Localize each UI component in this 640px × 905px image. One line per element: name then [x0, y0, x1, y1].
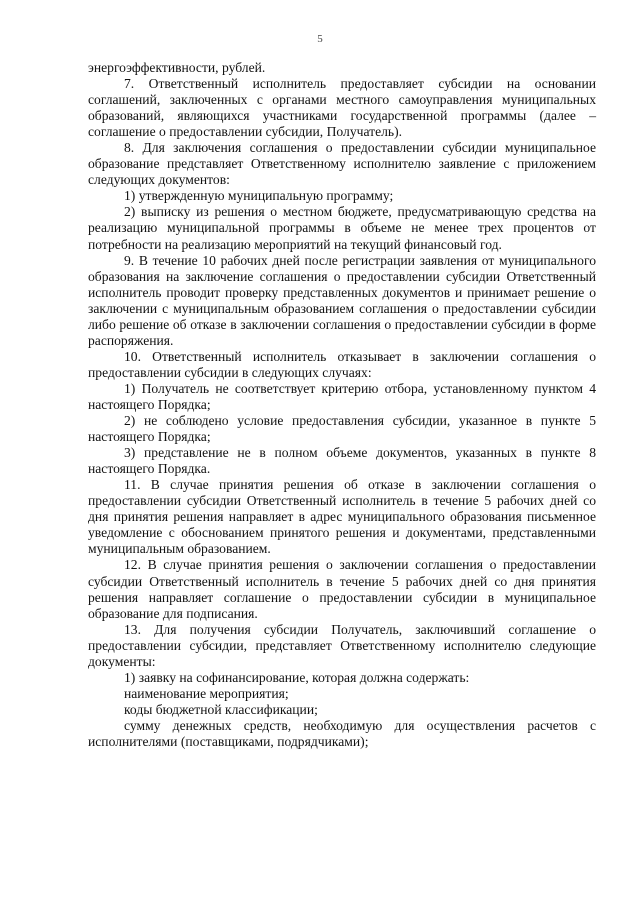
paragraph: сумму денежных средств, необходимую для осуществления расчетов с исполнителями (поставщиками, подрядчиками); [88, 717, 596, 749]
paragraph: 1) заявку на софинансирование, которая должна содержать: [124, 669, 470, 685]
paragraph: 8. Для заключения соглашения о предоставлении субсидии муниципальное образование представляет Ответственному исполнителю заявление с приложением следующих документов: [88, 140, 596, 188]
paragraph: 12. В случае принятия решения о заключении соглашения о предоставлении субсидии Ответственный исполнитель в течение 5 рабочих дней со дня принятия решения направляет соглашение о предоставлении субсидии в муниципальное образование для подписания. [88, 557, 596, 621]
paragraph: коды бюджетной классификации; [124, 701, 318, 717]
paragraph: 2) не соблюдено условие предоставления субсидии, указанное в пункте 5 настоящего Порядка; [88, 413, 596, 445]
paragraph: наименование мероприятия; [124, 685, 289, 701]
paragraph: 1) утвержденную муниципальную программу; [124, 188, 394, 204]
paragraph: 11. В случае принятия решения об отказе в заключении соглашения о предоставлении субсидии Ответственный исполнитель в течение 5 рабочих дней со дня принятия решения направляет в адрес муниципального образования письменное уведомление с обоснованием принятого решения и документами, представленными муниципальным образованием. [88, 477, 596, 557]
document-body [88, 60, 596, 750]
paragraph: энергоэффективности, рублей. [88, 60, 266, 75]
paragraph: 10. Ответственный исполнитель отказывает в заключении соглашения о предоставлении субсидии в следующих случаях: [88, 348, 596, 380]
paragraph: 3) представление не в полном объеме документов, указанных в пункте 8 настоящего Порядка. [88, 445, 596, 477]
paragraph: 2) выписку из решения о местном бюджете, предусматривающую средства на реализацию муниципальной программы в объеме не менее трех процентов от потребности на реализацию мероприятий на текущий финансовый год. [88, 204, 596, 252]
paragraph: 13. Для получения субсидии Получатель, заключивший соглашение о предоставлении субсидии, представляет Ответственному исполнителю следующие документы: [88, 621, 596, 669]
paragraph: 9. В течение 10 рабочих дней после регистрации заявления от муниципального образования на заключение соглашения о предоставлении субсидии Ответственный исполнитель проводит проверку представленных документов и принимает решение о заключении с муниципальным образованием соглашения о предоставлении субсидии либо решение об отказе в заключении соглашения о предоставлении субсидии в форме распоряжения. [88, 252, 596, 348]
page-number: 5 [317, 33, 323, 45]
paragraph: 1) Получатель не соответствует критерию отбора, установленному пунктом 4 настоящего Порядка; [88, 380, 596, 412]
paragraph: 7. Ответственный исполнитель предоставляет субсидии на основании соглашений, заключенных с органами местного самоуправления муниципальных образований, являющихся участниками государственной программы (далее – соглашение о предоставлении субсидии, Получатель). [88, 76, 596, 140]
